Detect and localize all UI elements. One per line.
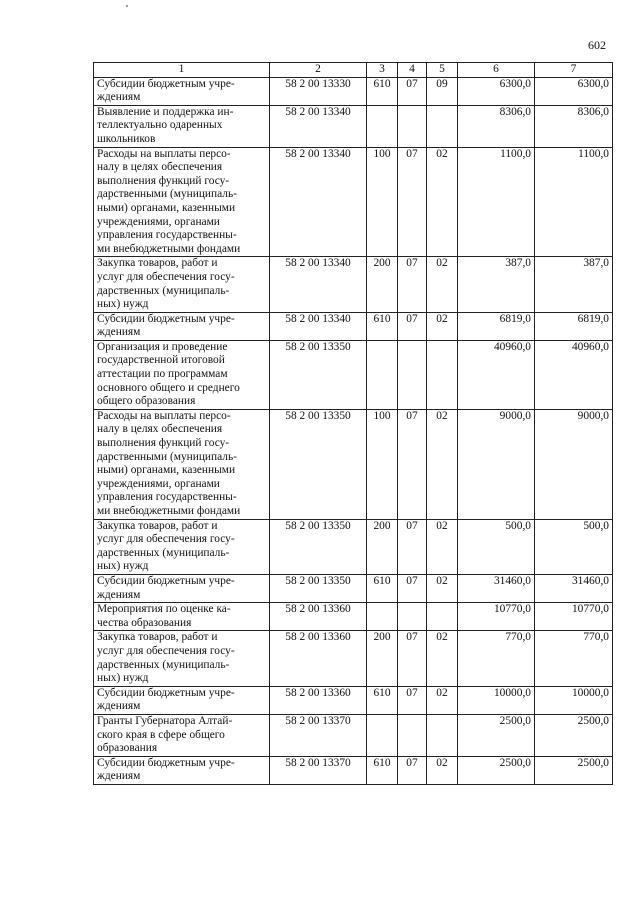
amount-cell: 2500,0	[458, 714, 535, 756]
target-code-cell: 58 2 00 13340	[270, 312, 367, 340]
expense-type-cell	[367, 105, 398, 147]
table-row	[94, 409, 613, 519]
amount-cell: 40960,0	[535, 340, 613, 409]
amount-cell: 40960,0	[458, 340, 535, 409]
amount-cell: 8306,0	[535, 105, 613, 147]
expense-type-cell: 610	[367, 77, 398, 105]
table-row	[94, 756, 613, 784]
expense-type-cell: 200	[367, 631, 398, 686]
column-number-row	[94, 63, 613, 78]
amount-cell: 10000,0	[535, 686, 613, 714]
subsection-cell: 02	[427, 147, 458, 257]
amount-cell: 770,0	[535, 631, 613, 686]
expense-type-cell: 610	[367, 312, 398, 340]
table-row	[94, 340, 613, 409]
subsection-cell	[427, 603, 458, 631]
table-row	[94, 77, 613, 105]
amount-cell: 2500,0	[458, 756, 535, 784]
section-cell: 07	[398, 409, 427, 519]
amount-cell: 8306,0	[458, 105, 535, 147]
target-code-cell: 58 2 00 13340	[270, 257, 367, 312]
expense-type-cell	[367, 603, 398, 631]
expense-name-cell: Гранты Губернатора Алтай- ского края в сфере общего образования	[94, 714, 270, 756]
budget-table	[93, 62, 613, 785]
subsection-cell: 02	[427, 257, 458, 312]
target-code-cell: 58 2 00 13360	[270, 603, 367, 631]
table-row	[94, 257, 613, 312]
column-header: 7	[535, 63, 613, 78]
expense-type-cell: 200	[367, 519, 398, 574]
expense-type-cell: 200	[367, 257, 398, 312]
amount-cell: 6819,0	[458, 312, 535, 340]
section-cell: 07	[398, 77, 427, 105]
amount-cell: 2500,0	[535, 756, 613, 784]
table-row	[94, 312, 613, 340]
subsection-cell: 02	[427, 409, 458, 519]
target-code-cell: 58 2 00 13340	[270, 147, 367, 257]
section-cell: 07	[398, 312, 427, 340]
target-code-cell: 58 2 00 13360	[270, 686, 367, 714]
page-number: 602	[588, 38, 606, 52]
expense-name-cell: Выявление и поддержка ин- теллектуально одаренных школьников	[94, 105, 270, 147]
expense-type-cell: 610	[367, 574, 398, 602]
expense-name-cell: Субсидии бюджетным учре- ждениям	[94, 574, 270, 602]
target-code-cell: 58 2 00 13340	[270, 105, 367, 147]
table-row	[94, 686, 613, 714]
target-code-cell: 58 2 00 13350	[270, 340, 367, 409]
section-cell: 07	[398, 257, 427, 312]
expense-type-cell: 100	[367, 409, 398, 519]
subsection-cell: 02	[427, 631, 458, 686]
expense-name-cell: Организация и проведение государственной итоговой аттестации по программам основного общего и среднего общего образования	[94, 340, 270, 409]
section-cell: 07	[398, 519, 427, 574]
target-code-cell: 58 2 00 13350	[270, 519, 367, 574]
column-header: 5	[427, 63, 458, 78]
column-header: 4	[398, 63, 427, 78]
section-cell: 07	[398, 756, 427, 784]
amount-cell: 2500,0	[535, 714, 613, 756]
subsection-cell	[427, 714, 458, 756]
amount-cell: 500,0	[458, 519, 535, 574]
expense-name-cell: Закупка товаров, работ и услуг для обеспечения госу- дарственных (муниципаль- ных) нужд	[94, 257, 270, 312]
expense-type-cell	[367, 714, 398, 756]
expense-name-cell: Субсидии бюджетным учре- ждениям	[94, 77, 270, 105]
amount-cell: 1100,0	[458, 147, 535, 257]
subsection-cell: 02	[427, 686, 458, 714]
amount-cell: 10770,0	[535, 603, 613, 631]
expense-name-cell: Закупка товаров, работ и услуг для обеспечения госу- дарственных (муниципаль- ных) нужд	[94, 631, 270, 686]
target-code-cell: 58 2 00 13350	[270, 574, 367, 602]
subsection-cell	[427, 340, 458, 409]
subsection-cell: 02	[427, 756, 458, 784]
subsection-cell: 02	[427, 312, 458, 340]
amount-cell: 9000,0	[458, 409, 535, 519]
subsection-cell: 09	[427, 77, 458, 105]
amount-cell: 387,0	[535, 257, 613, 312]
table-row	[94, 631, 613, 686]
table-row	[94, 519, 613, 574]
subsection-cell: 02	[427, 519, 458, 574]
expense-name-cell: Субсидии бюджетным учре- ждениям	[94, 756, 270, 784]
amount-cell: 31460,0	[458, 574, 535, 602]
amount-cell: 31460,0	[535, 574, 613, 602]
expense-name-cell: Расходы на выплаты персо- налу в целях обеспечения выполнения функций госу- дарственными (муниципаль- ными) органами, казенными учреждениями, органами управления государственны- ми внебюджетными фондами	[94, 147, 270, 257]
section-cell	[398, 105, 427, 147]
amount-cell: 6819,0	[535, 312, 613, 340]
expense-name-cell: Расходы на выплаты персо- налу в целях обеспечения выполнения функций госу- дарственными (муниципаль- ными) органами, казенными учреждениями, органами управления государственны- ми внебюджетными фондами	[94, 409, 270, 519]
expense-type-cell: 610	[367, 756, 398, 784]
column-header: 1	[94, 63, 270, 78]
column-header: 2	[270, 63, 367, 78]
target-code-cell: 58 2 00 13330	[270, 77, 367, 105]
section-cell	[398, 340, 427, 409]
amount-cell: 6300,0	[458, 77, 535, 105]
amount-cell: 500,0	[535, 519, 613, 574]
section-cell: 07	[398, 686, 427, 714]
section-cell	[398, 714, 427, 756]
section-cell: 07	[398, 147, 427, 257]
amount-cell: 1100,0	[535, 147, 613, 257]
expense-type-cell	[367, 340, 398, 409]
expense-name-cell: Закупка товаров, работ и услуг для обеспечения госу- дарственных (муниципаль- ных) нужд	[94, 519, 270, 574]
section-cell: 07	[398, 631, 427, 686]
expense-name-cell: Мероприятия по оценке ка- чества образования	[94, 603, 270, 631]
table-row	[94, 147, 613, 257]
section-cell: 07	[398, 574, 427, 602]
table-row	[94, 714, 613, 756]
target-code-cell: 58 2 00 13350	[270, 409, 367, 519]
table-row	[94, 574, 613, 602]
scan-artifact	[126, 5, 128, 7]
amount-cell: 6300,0	[535, 77, 613, 105]
subsection-cell	[427, 105, 458, 147]
table-row	[94, 603, 613, 631]
expense-name-cell: Субсидии бюджетным учре- ждениям	[94, 686, 270, 714]
amount-cell: 10000,0	[458, 686, 535, 714]
amount-cell: 770,0	[458, 631, 535, 686]
target-code-cell: 58 2 00 13360	[270, 631, 367, 686]
table-row	[94, 105, 613, 147]
target-code-cell: 58 2 00 13370	[270, 714, 367, 756]
expense-name-cell: Субсидии бюджетным учре- ждениям	[94, 312, 270, 340]
expense-type-cell: 100	[367, 147, 398, 257]
amount-cell: 10770,0	[458, 603, 535, 631]
section-cell	[398, 603, 427, 631]
target-code-cell: 58 2 00 13370	[270, 756, 367, 784]
subsection-cell: 02	[427, 574, 458, 602]
amount-cell: 387,0	[458, 257, 535, 312]
column-header: 6	[458, 63, 535, 78]
column-header: 3	[367, 63, 398, 78]
expense-type-cell: 610	[367, 686, 398, 714]
amount-cell: 9000,0	[535, 409, 613, 519]
